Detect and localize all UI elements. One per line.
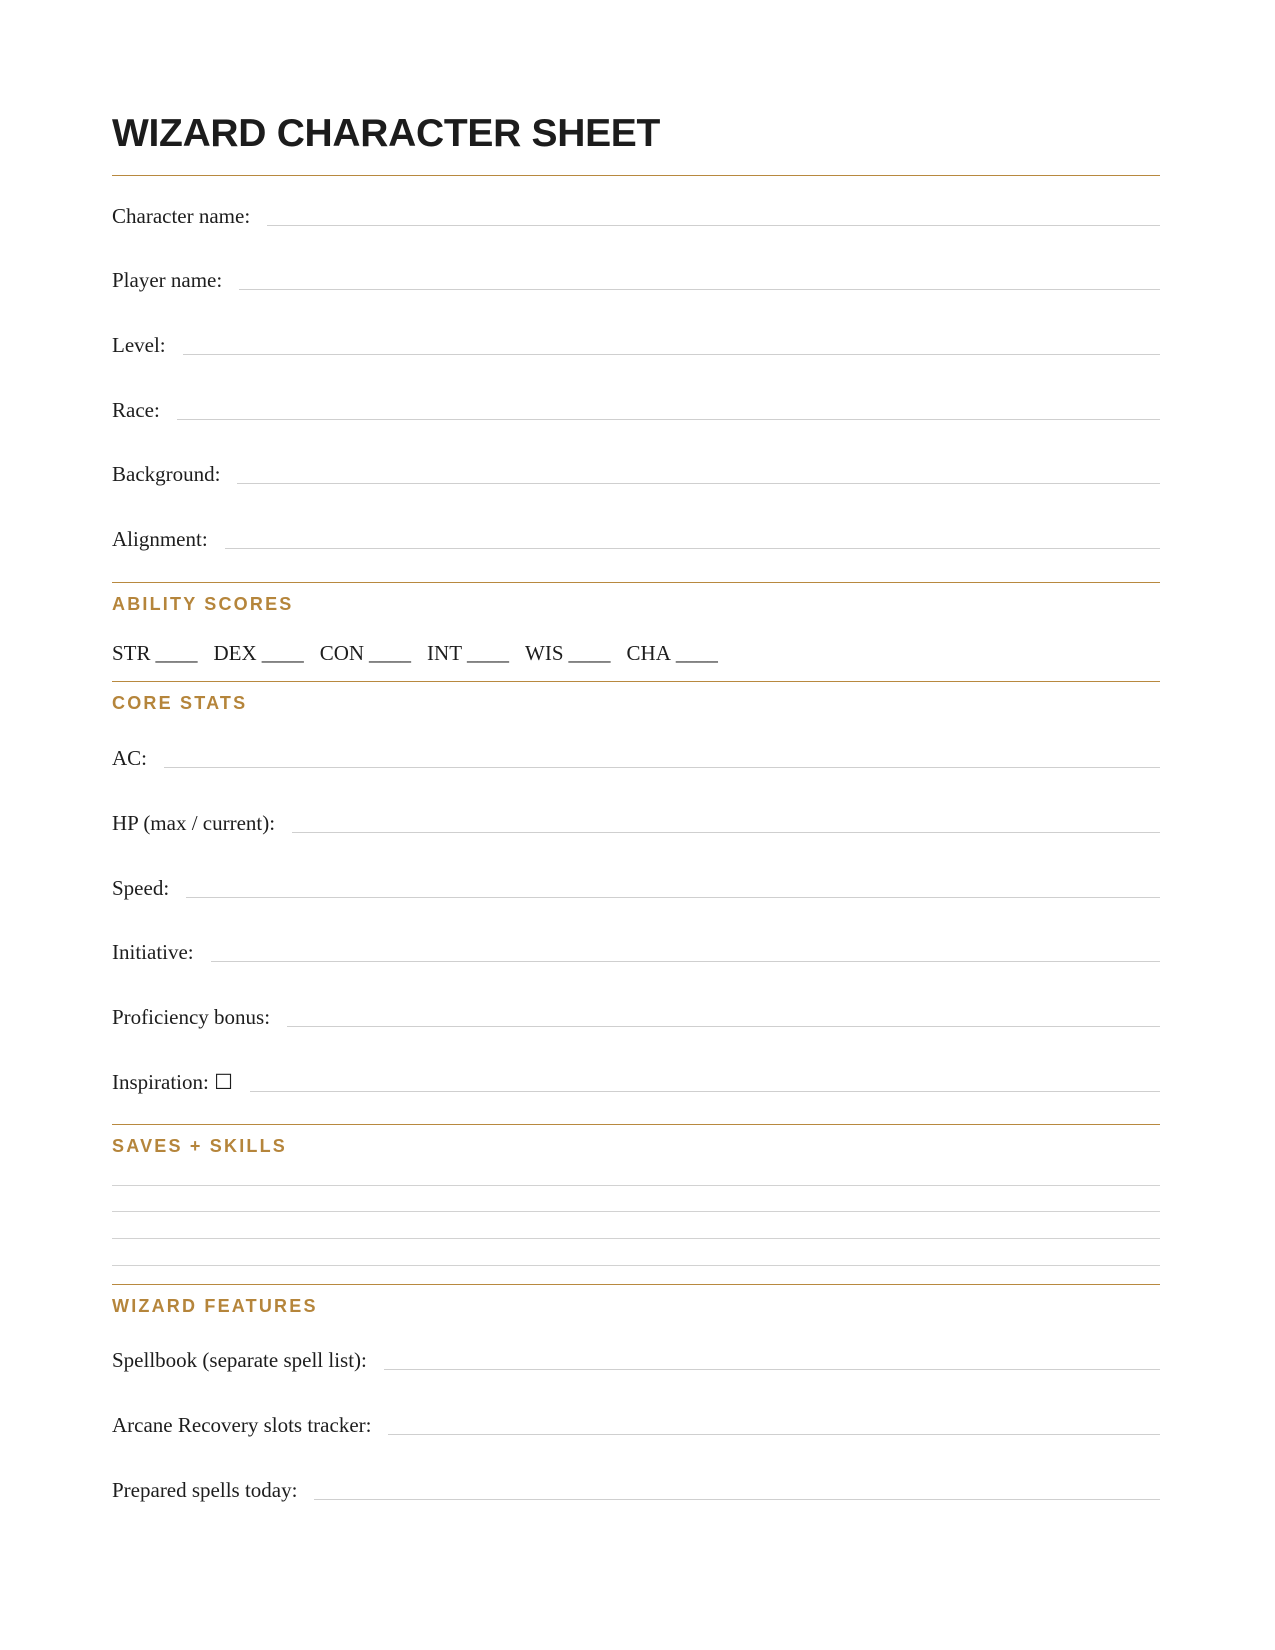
ability-abbr: CON: [319, 641, 365, 665]
speed-field[interactable]: [112, 871, 1160, 901]
background-field[interactable]: [112, 457, 1160, 487]
section-divider: [112, 1284, 1160, 1285]
ability-abbr: DEX: [213, 641, 257, 665]
field-label: Inspiration: ☐: [112, 1070, 233, 1094]
wizard-features-heading: WIZARD FEATURES: [112, 1296, 318, 1316]
ability-int[interactable]: [427, 640, 509, 666]
write-line[interactable]: [250, 1091, 1160, 1092]
field-label: Character name:: [112, 204, 251, 228]
write-line[interactable]: [239, 289, 1160, 290]
ability-scores-heading: ABILITY SCORES: [112, 594, 294, 614]
field-label: Speed:: [112, 876, 170, 900]
field-label: Prepared spells today:: [112, 1478, 298, 1502]
ac-field[interactable]: [112, 741, 1160, 771]
field-label: Spellbook (separate spell list):: [112, 1348, 367, 1372]
spellbook-field[interactable]: [112, 1343, 1160, 1373]
write-line[interactable]: [287, 1026, 1160, 1027]
field-label: Alignment:: [112, 527, 208, 551]
write-line[interactable]: [112, 1265, 1160, 1266]
ability-dex[interactable]: [214, 640, 304, 666]
field-label: Initiative:: [112, 940, 194, 964]
player-name-field[interactable]: [112, 263, 1160, 293]
write-line[interactable]: [292, 832, 1160, 833]
write-line[interactable]: [112, 1211, 1160, 1212]
initiative-field[interactable]: [112, 935, 1160, 965]
ability-abbr: STR: [112, 641, 151, 665]
page-title: WIZARD CHARACTER SHEET: [112, 112, 661, 155]
field-label: Level:: [112, 333, 166, 357]
ability-blank: ____: [467, 641, 510, 665]
field-label: Player name:: [112, 268, 223, 292]
write-line[interactable]: [164, 767, 1160, 768]
field-label: Race:: [112, 398, 160, 422]
level-field[interactable]: [112, 328, 1160, 358]
ability-wis[interactable]: [525, 640, 611, 666]
saves-skills-heading: SAVES + SKILLS: [112, 1136, 288, 1156]
ability-cha[interactable]: [627, 640, 718, 666]
write-line[interactable]: [225, 548, 1160, 549]
field-label: Background:: [112, 462, 221, 486]
field-label: Proficiency bonus:: [112, 1005, 271, 1029]
ability-blank: ____: [155, 641, 198, 665]
core-stats-heading: CORE STATS: [112, 693, 248, 713]
write-line[interactable]: [314, 1499, 1160, 1500]
field-label: AC:: [112, 746, 148, 770]
write-line[interactable]: [388, 1434, 1160, 1435]
ability-abbr: INT: [427, 641, 463, 665]
prepared-spells-field[interactable]: [112, 1473, 1160, 1503]
write-line[interactable]: [112, 1238, 1160, 1239]
field-label: Arcane Recovery slots tracker:: [112, 1413, 372, 1437]
write-line[interactable]: [183, 354, 1160, 355]
title-divider: [112, 175, 1160, 176]
section-divider: [112, 582, 1160, 583]
write-line[interactable]: [237, 483, 1160, 484]
write-line[interactable]: [177, 419, 1160, 420]
write-line[interactable]: [112, 1185, 1160, 1186]
alignment-field[interactable]: [112, 522, 1160, 552]
ability-scores-row: [112, 640, 734, 666]
race-field[interactable]: [112, 393, 1160, 423]
write-line[interactable]: [384, 1369, 1160, 1370]
field-label: HP (max / current):: [112, 811, 276, 835]
write-line[interactable]: [186, 897, 1160, 898]
section-divider: [112, 681, 1160, 682]
ability-abbr: CHA: [626, 641, 671, 665]
ability-str[interactable]: [112, 640, 198, 666]
section-divider: [112, 1124, 1160, 1125]
ability-con[interactable]: [320, 640, 411, 666]
arcane-recovery-field[interactable]: [112, 1408, 1160, 1438]
inspiration-field[interactable]: [112, 1065, 1160, 1095]
hp-field[interactable]: [112, 806, 1160, 836]
write-line[interactable]: [267, 225, 1160, 226]
ability-blank: ____: [568, 641, 611, 665]
character-name-field[interactable]: [112, 199, 1160, 229]
ability-blank: ____: [369, 641, 412, 665]
ability-abbr: WIS: [525, 641, 564, 665]
ability-blank: ____: [261, 641, 304, 665]
ability-blank: ____: [675, 641, 718, 665]
proficiency-bonus-field[interactable]: [112, 1000, 1160, 1030]
write-line[interactable]: [211, 961, 1160, 962]
